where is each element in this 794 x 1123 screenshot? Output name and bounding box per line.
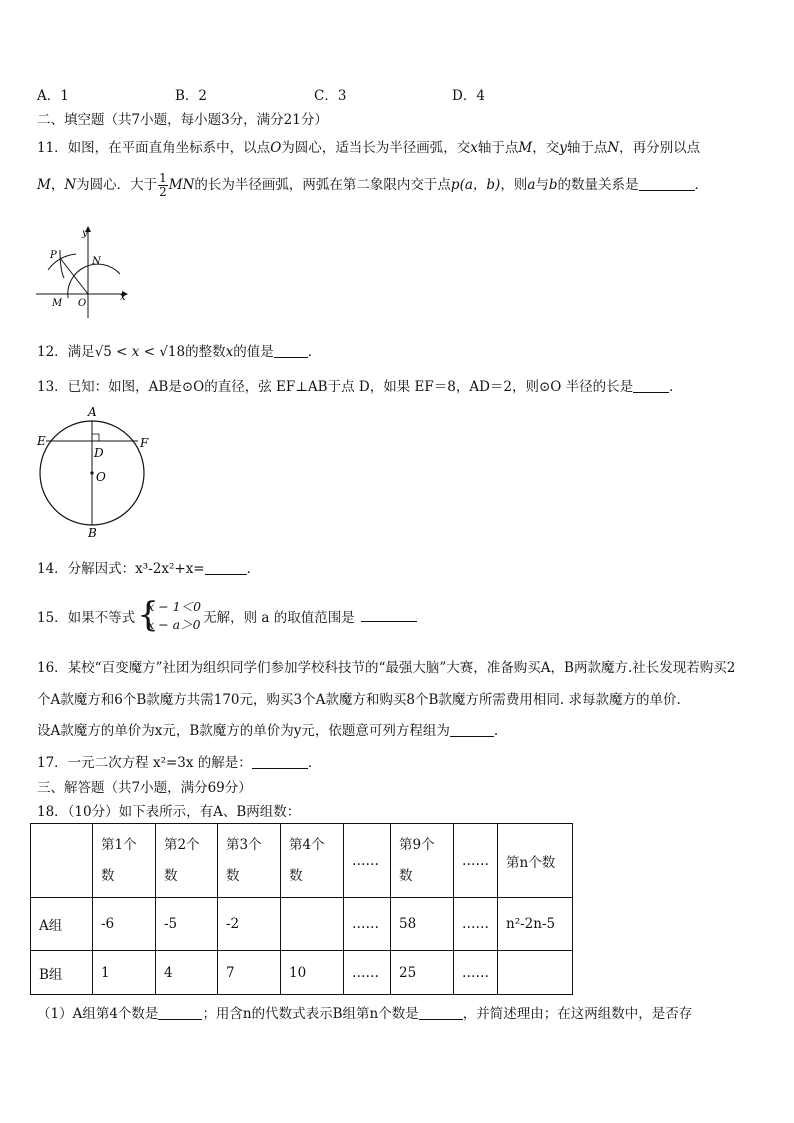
option-d: D．4 bbox=[452, 88, 485, 104]
table-cell: 25 bbox=[391, 951, 454, 995]
section-3-heading: 三、解答题（共7小题，满分69分） bbox=[37, 780, 252, 796]
question-15: 15．如果不等式 { x − 1＜0 x − a＞0 无解，则 a 的取值范围是 bbox=[37, 598, 417, 634]
table-row bbox=[31, 898, 573, 951]
question-17: 17．一元二次方程 x²=3x 的解是： ． bbox=[37, 755, 322, 771]
ray-op bbox=[60, 258, 88, 294]
option-a: A．1 bbox=[37, 88, 69, 104]
answer-blank bbox=[361, 608, 417, 622]
inequality-system: { x − 1＜0 x − a＞0 bbox=[137, 595, 202, 635]
label-b: B bbox=[88, 526, 97, 539]
table-header-cell: 第n个数 bbox=[498, 824, 573, 898]
option-c: C．3 bbox=[314, 88, 347, 104]
question-18-part-1: （1）A组第4个数是 ；用含n的代数式表示B组第n个数是 ，并简述理由；在这两组数中，是否存 bbox=[37, 1006, 693, 1022]
table-cell: 7 bbox=[218, 951, 281, 995]
figure-circle bbox=[34, 403, 158, 539]
answer-blank bbox=[419, 1006, 463, 1020]
option-b: B．2 bbox=[175, 88, 208, 104]
table-cell: A组 bbox=[31, 898, 93, 951]
figure-coordinate-arcs bbox=[36, 226, 136, 321]
label-f: F bbox=[140, 436, 149, 450]
answer-blank bbox=[205, 561, 247, 575]
center-arc bbox=[68, 264, 120, 298]
table-cell: …… bbox=[344, 951, 391, 995]
label-p: P bbox=[50, 250, 57, 261]
label-x: x bbox=[120, 292, 126, 303]
table-header-row bbox=[31, 824, 573, 898]
question-13: 13．已知：如图，AB是⊙O的直径，弦 EF⊥AB于点 D，如果 EF＝8，AD＝2，则⊙O 半径的长是 ． bbox=[37, 379, 683, 395]
table-header-cell: 第3个 数 bbox=[218, 824, 281, 898]
table-cell: …… bbox=[344, 898, 391, 951]
label-d: D bbox=[94, 446, 104, 460]
question-18-intro: 18．（10分）如下表所示，有A、B两组数： bbox=[37, 804, 301, 820]
answer-blank bbox=[158, 1006, 202, 1020]
section-2-heading: 二、填空题（共7小题，每小题3分，满分21分） bbox=[37, 112, 328, 128]
table-cell: -6 bbox=[93, 898, 156, 951]
label-e: E bbox=[37, 434, 46, 448]
question-16-line-2: 个A款魔方和6个B款魔方共需170元，购买3个A款魔方和购买8个B款魔方所需费用相同. 求每款魔方的单价. bbox=[37, 692, 681, 708]
table-header-cell: …… bbox=[344, 824, 391, 898]
question-11-line-2: M，N为圆心．大于 $\frac{1}{2}$ MN的长为半径画弧，两弧在第二象限内交于点p(a，b)，则a与b的数量关系是 ． bbox=[37, 171, 709, 199]
table-cell: B组 bbox=[31, 951, 93, 995]
table-cell: n²-2n-5 bbox=[498, 898, 573, 951]
question-16-line-3: 设A款魔方的单价为x元，B款魔方的单价为y元，依题意可列方程组为 . bbox=[37, 723, 499, 739]
number-groups-table bbox=[30, 823, 573, 995]
question-12: 12．满足√5 < x < √18的整数x的值是 ． bbox=[37, 344, 322, 360]
label-a: A bbox=[88, 405, 97, 419]
center-point bbox=[90, 471, 93, 474]
answer-blank bbox=[252, 755, 308, 769]
arc-from-m bbox=[60, 250, 64, 278]
table-cell: 1 bbox=[93, 951, 156, 995]
fraction-one-half: $\frac{1}{2}$ bbox=[159, 171, 167, 199]
table-cell: …… bbox=[454, 951, 498, 995]
table-cell bbox=[281, 898, 344, 951]
right-angle-mark bbox=[92, 434, 99, 441]
table-cell: 4 bbox=[156, 951, 218, 995]
table-header-cell: 第4个 数 bbox=[281, 824, 344, 898]
table-cell: …… bbox=[454, 898, 498, 951]
table-cell bbox=[498, 951, 573, 995]
table-header-cell: 第1个 数 bbox=[93, 824, 156, 898]
answer-blank bbox=[274, 344, 308, 358]
table-cell: 10 bbox=[281, 951, 344, 995]
label-o: O bbox=[78, 298, 87, 309]
question-11-line-1: 11．如图，在平面直角坐标系中，以点O为圆心，适当长为半径画弧，交x轴于点M，交y轴于点N，再分别以点 bbox=[37, 140, 701, 156]
table-header-cell: …… bbox=[454, 824, 498, 898]
table-header-cell: 第9个 数 bbox=[391, 824, 454, 898]
answer-blank bbox=[639, 177, 695, 191]
table-cell: -2 bbox=[218, 898, 281, 951]
table-cell: 58 bbox=[391, 898, 454, 951]
answer-blank bbox=[450, 723, 494, 737]
question-14: 14．分解因式：x³-2x²+x= ． bbox=[37, 561, 261, 577]
label-y: y bbox=[82, 228, 88, 239]
table-row bbox=[31, 951, 573, 995]
label-m: M bbox=[52, 298, 63, 309]
table-header-cell bbox=[31, 824, 93, 898]
question-16-line-1: 16．某校“百变魔方”社团为组织同学们参加学校科技节的“最强大脑”大赛，准备购买A，B两款魔方.社长发现若购买2 bbox=[37, 660, 736, 676]
answer-blank bbox=[633, 379, 669, 393]
table-header-cell: 第2个 数 bbox=[156, 824, 218, 898]
table-cell: -5 bbox=[156, 898, 218, 951]
label-o: O bbox=[96, 470, 106, 484]
label-n: N bbox=[92, 256, 101, 267]
